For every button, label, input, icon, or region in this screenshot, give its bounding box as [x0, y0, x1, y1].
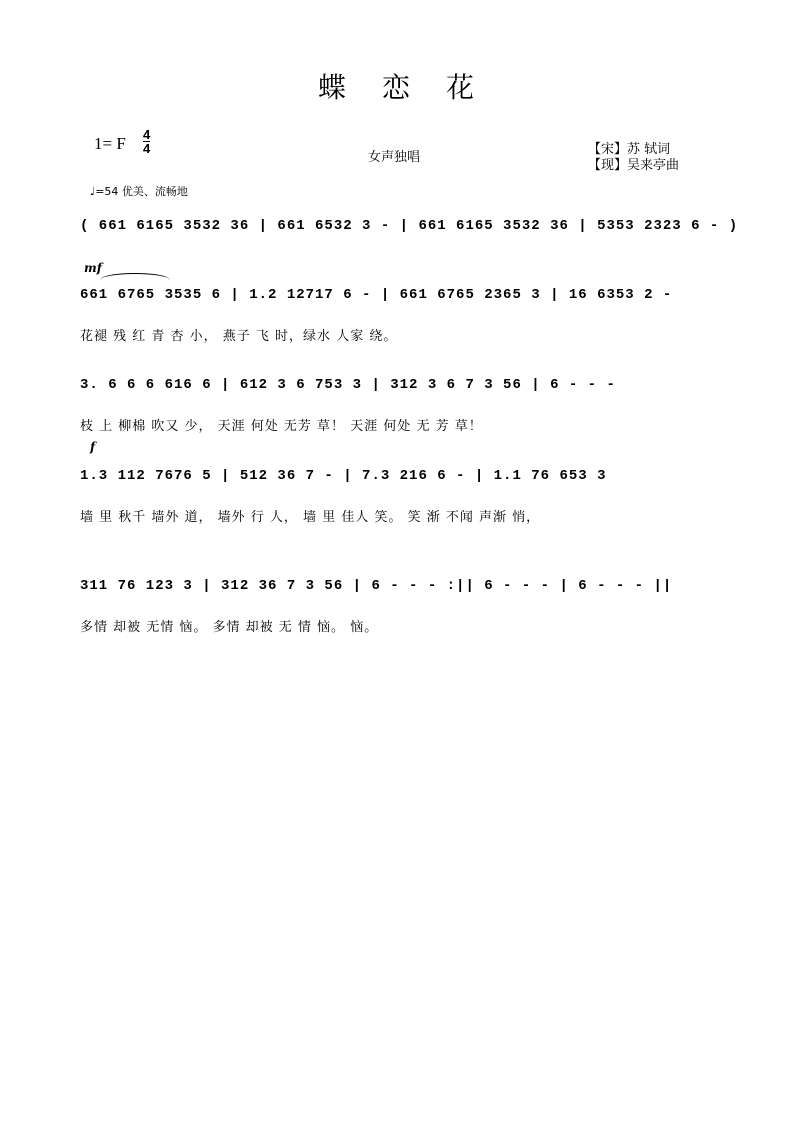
lyrics: 多情 却被 无情 恼。 多情 却被 无 情 恼。 恼。	[80, 620, 379, 635]
key-signature: 1= F	[94, 134, 126, 153]
notes: 3. 6 6 6 616 6 | 612 3 6 753 3 | 312 3 6 7 3 56 | 6 - - -	[80, 377, 616, 393]
staff-line-5	[80, 578, 720, 658]
notes: 311 76 123 3 | 312 36 7 3 56 | 6 - - - :|| 6 - - - | 6 - - - ||	[80, 578, 673, 594]
time-top: 4	[143, 127, 151, 142]
dynamic-mark: f	[90, 440, 96, 454]
staff-line-4	[80, 440, 720, 548]
notes: ( 661 6165 3532 36 | 661 6532 3 - | 661 6165 3532 36 | 5353 2323 6 - )	[80, 218, 739, 234]
lyrics: 墙 里 秋千 墙外 道， 墙外 行 人， 墙 里 佳人 笑。 笑 渐 不闻 声渐 悄，	[80, 510, 541, 525]
lyricist-credit: 【宋】苏 轼词	[588, 142, 671, 157]
time-bottom: 4	[143, 141, 151, 156]
lyrics: 花褪 残 红 青 杏 小， 燕子 飞 时，绿水 人家 绕。	[80, 329, 398, 344]
staff-line-2	[80, 261, 720, 367]
staff-line-3	[80, 377, 720, 457]
tempo-marking: ♩=54 优美、流畅地	[90, 185, 188, 198]
notes: 661 6765 3535 6 | 1.2 12717 6 - | 661 6765 2365 3 | 16 6353 2 -	[80, 287, 673, 303]
lyrics: 枝 上 柳棉 吹又 少， 天涯 何处 无芳 草！ 天涯 何处 无 芳 草！	[80, 419, 483, 434]
dynamic-mark: mf	[84, 261, 102, 275]
slur	[100, 273, 170, 280]
page-title: 蝶恋花	[317, 71, 510, 104]
performance-note: 女声独唱	[368, 150, 421, 165]
time-signature	[143, 128, 150, 155]
staff-line-1	[80, 218, 739, 298]
composer-credit: 【现】吴来亭曲	[588, 158, 680, 173]
notes: 1.3 112 7676 5 | 512 36 7 - | 7.3 216 6 - | 1.1 76 653 3	[80, 468, 607, 484]
